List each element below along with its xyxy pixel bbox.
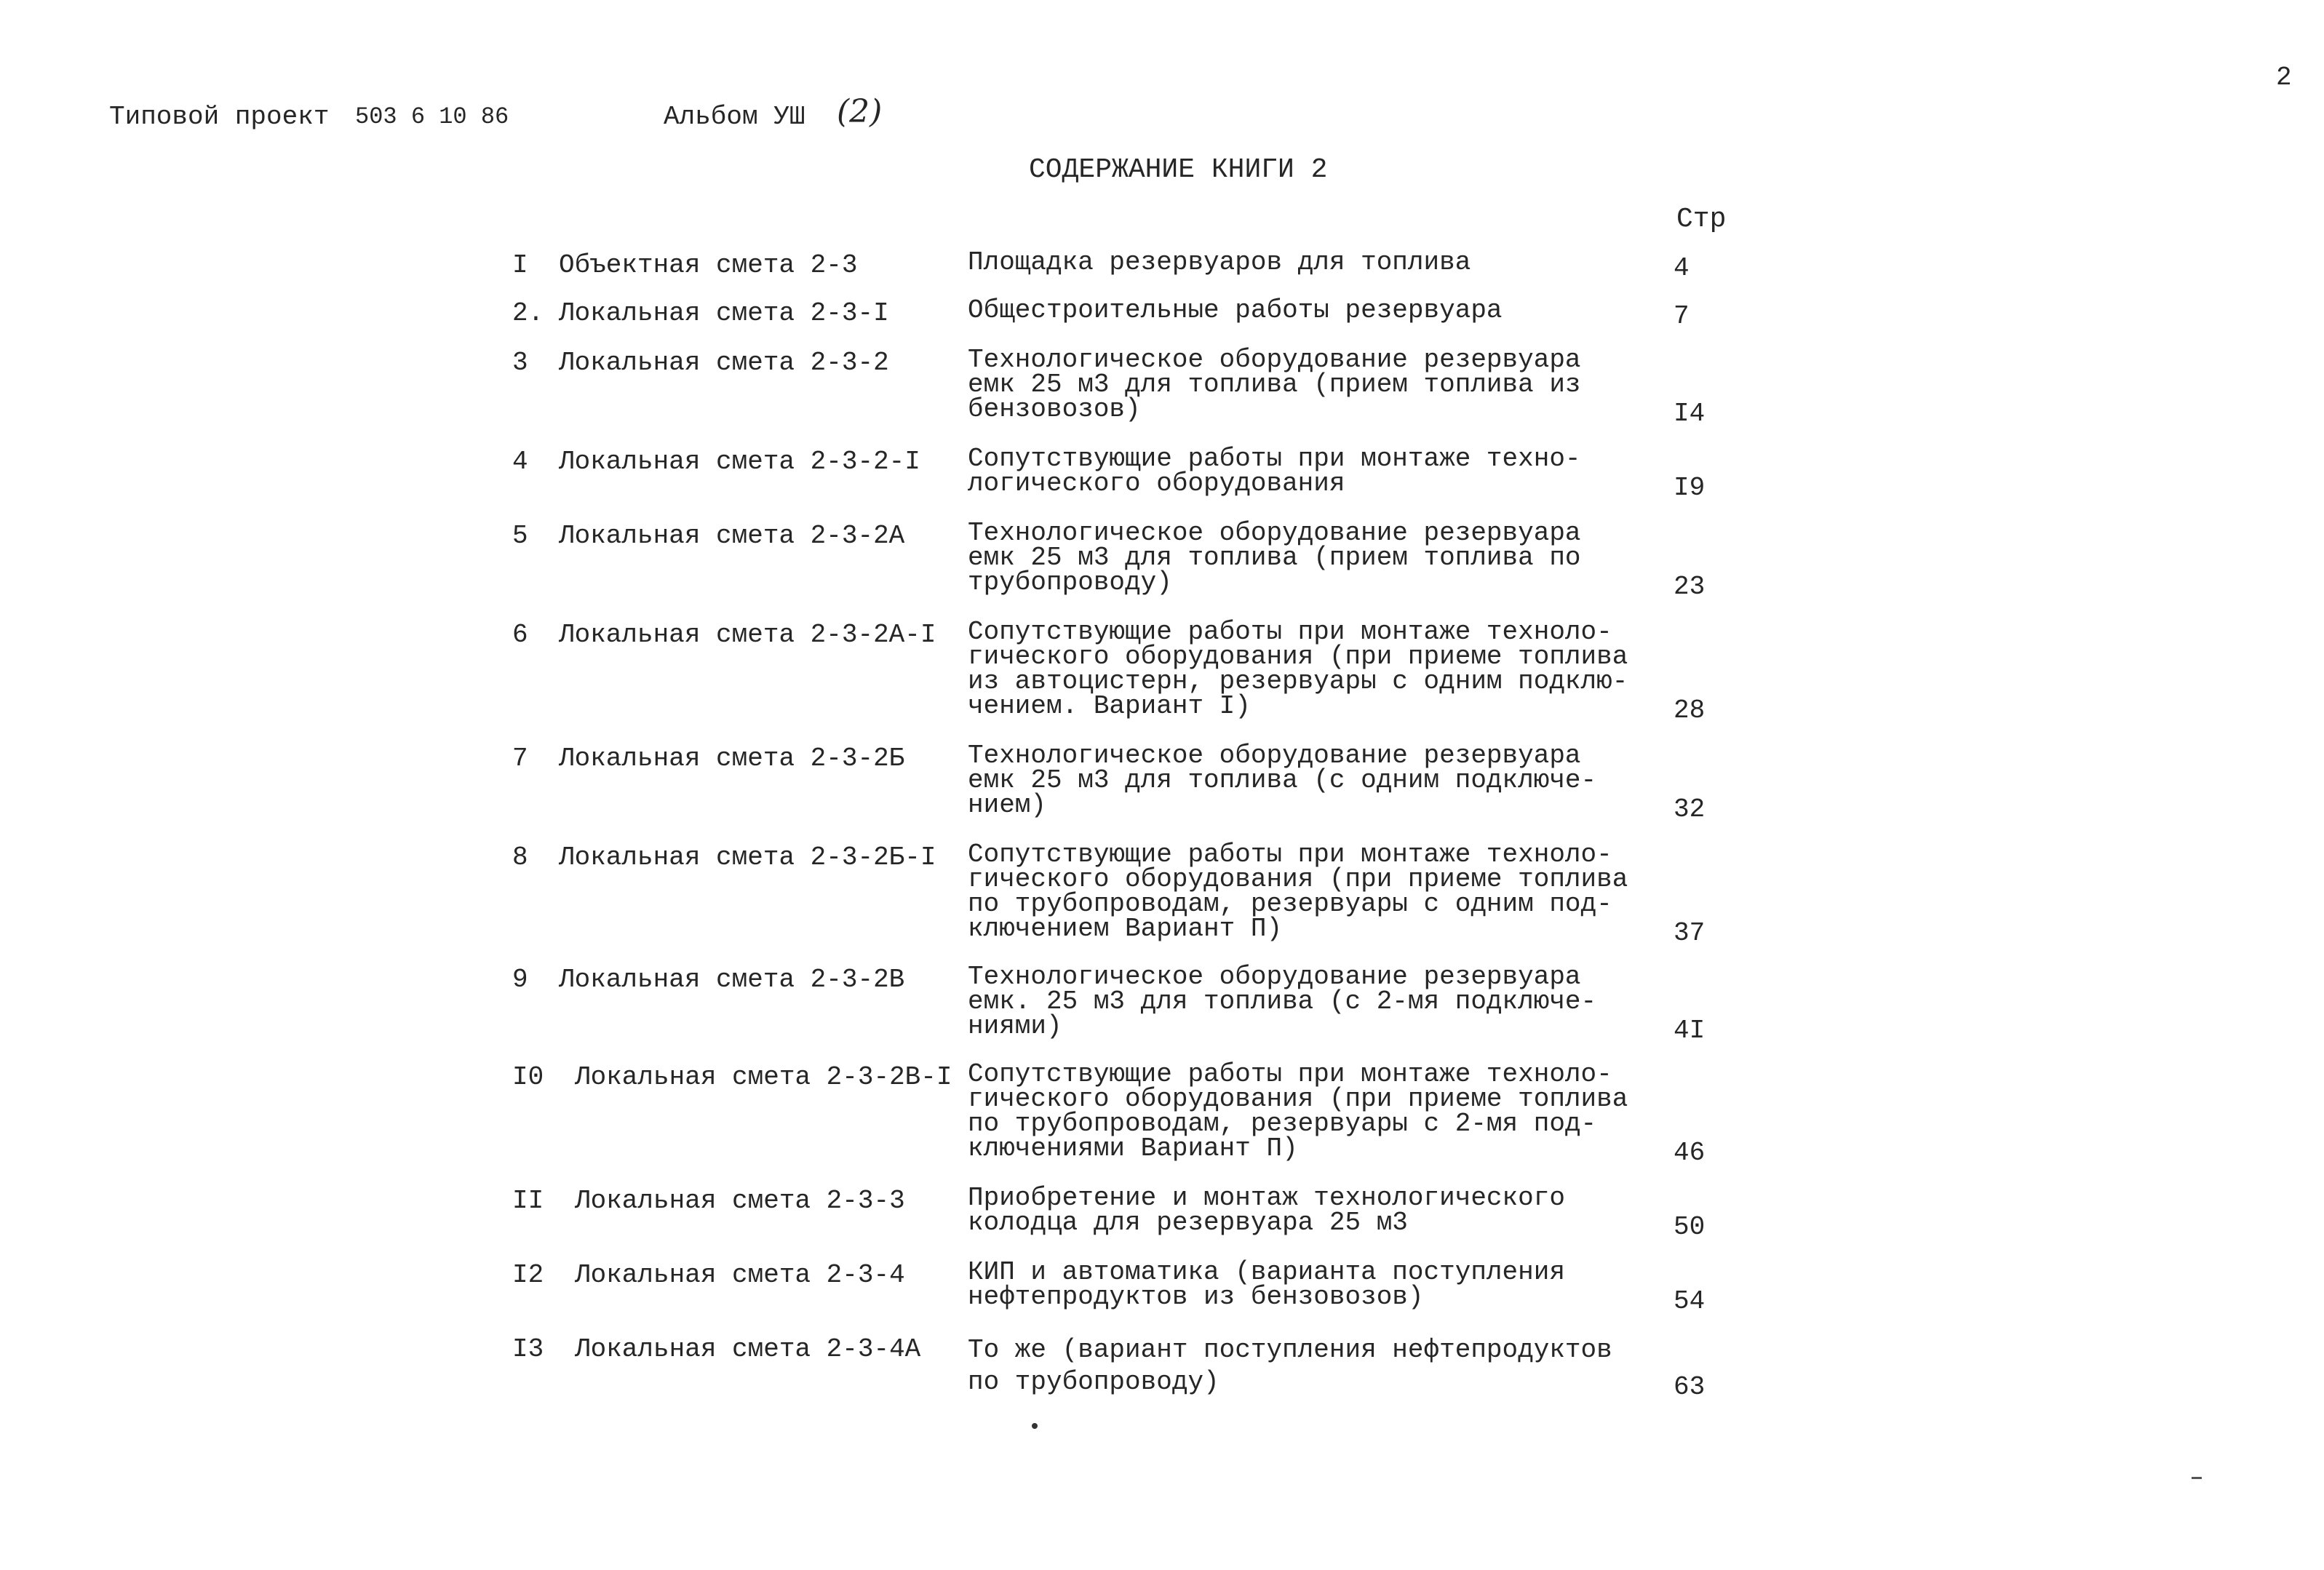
entry-description: Сопутствующие работы при монтаже техноло- гического оборудования (при приеме топлива по трубопроводам, резервуары с 2-мя под- ключениями Вариант П) [968,1059,1628,1163]
project-label: Типовой проект [109,102,330,132]
entry-description: Технологическое оборудование резервуара емк 25 м3 для топлива (прием топлива по трубопроводу) [968,518,1581,597]
entry-description: КИП и автоматика (варианта поступления нефтепродуктов из бензовозов) [968,1257,1565,1312]
scan-dash-mark [2192,1477,2202,1479]
entry-document: Локальная смета 2-3-2В [559,965,905,995]
entry-document: Объектная смета 2-3 [559,250,858,280]
entry-page: 4 [1674,253,1690,283]
entry-document: Локальная смета 2-3-I [559,298,889,328]
entry-description: Общестроительные работы резервуара [968,295,1503,325]
entry-number: 9 [512,965,528,995]
entry-document: Локальная смета 2-3-2Б-I [559,842,936,872]
entry-page: 50 [1674,1212,1706,1242]
entry-description: Приобретение и монтаж технологического колодца для резервуара 25 м3 [968,1183,1565,1238]
entry-page: 32 [1674,794,1706,824]
entry-number: I2 [512,1260,544,1290]
entry-document: Локальная смета 2-3-4А [575,1334,921,1364]
page-number: 2 [2276,63,2292,92]
entry-description: Сопутствующие работы при монтаже техноло- гического оборудования (при приеме топлива из автоцистерн, резервуары с одним подклю- чением. Вариант I) [968,617,1628,721]
entry-description: Технологическое оборудование резервуара емк. 25 м3 для топлива (с 2-мя подключе- ниями) [968,962,1597,1041]
entry-page: 46 [1674,1138,1706,1168]
page-title: СОДЕРЖАНИЕ КНИГИ 2 [1029,154,1328,186]
entry-document: Локальная смета 2-3-4 [575,1260,905,1290]
page-column-header: Стр [1676,204,1727,235]
entry-page: 63 [1674,1372,1706,1402]
entry-number: I [512,250,528,280]
entry-number: 6 [512,620,528,650]
entry-document: Локальная смета 2-3-2-I [559,447,920,477]
entry-description: То же (вариант поступления нефтепродуктов по трубопроводу) [968,1335,1612,1397]
entry-document: Локальная смета 2-3-2В-I [575,1062,952,1092]
album-handwritten-number: (2) [837,93,883,130]
entry-number: II [512,1186,544,1216]
entry-number: 5 [512,521,528,551]
entry-number: I0 [512,1062,544,1092]
entry-page: 28 [1674,696,1706,725]
entry-number: I3 [512,1334,544,1364]
entry-description: Площадка резервуаров для топлива [968,247,1471,277]
entry-document: Локальная смета 2-3-2А-I [559,620,936,650]
entry-document: Локальная смета 2-3-2А [559,521,905,551]
project-code: 503 6 10 86 [355,103,509,130]
entry-page: I9 [1674,473,1706,503]
entry-description: Сопутствующие работы при монтаже техноло- гического оборудования (при приеме топлива по трубопроводам, резервуары с одним под- ключением Вариант П) [968,840,1628,944]
entry-description: Технологическое оборудование резервуара емк 25 м3 для топлива (прием топлива из бензовозов) [968,345,1581,424]
entry-document: Локальная смета 2-3-2Б [559,744,905,773]
entry-page: 4I [1674,1016,1706,1045]
scan-dot-mark [1032,1423,1038,1429]
entry-number: 4 [512,447,528,477]
entry-page: 54 [1674,1286,1706,1316]
entry-number: 2. [512,298,544,328]
entry-page: 7 [1674,301,1690,331]
entry-document: Локальная смета 2-3-2 [559,348,889,378]
entry-number: 7 [512,744,528,773]
entry-description: Сопутствующие работы при монтаже техно- логического оборудования [968,444,1581,498]
entry-document: Локальная смета 2-3-3 [575,1186,905,1216]
entry-page: 23 [1674,572,1706,602]
entry-number: 8 [512,842,528,872]
entry-page: 37 [1674,918,1706,948]
album-label: Альбом УШ [664,102,805,132]
entry-number: 3 [512,348,528,378]
entry-description: Технологическое оборудование резервуара емк 25 м3 для топлива (с одним подключе- нием) [968,741,1597,820]
entry-page: I4 [1674,399,1706,429]
